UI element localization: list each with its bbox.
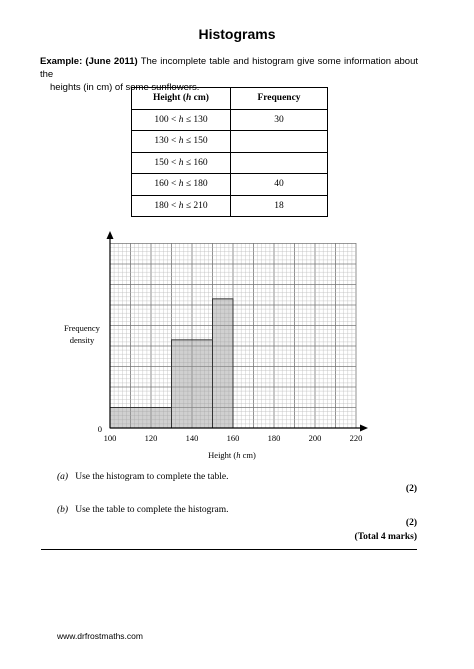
x-tick-label: 100 <box>103 433 117 443</box>
x-tick-label: 220 <box>349 433 363 443</box>
table-cell-range: 150 < h ≤ 160 <box>132 152 231 174</box>
footer-url: www.drfrostmaths.com <box>57 631 143 641</box>
x-tick-label: 200 <box>308 433 322 443</box>
table-cell-frequency: 30 <box>231 109 328 131</box>
x-axis-arrow <box>360 425 368 432</box>
question-a-label: (a) <box>57 472 69 482</box>
divider-line <box>41 549 417 550</box>
table-cell-range: 130 < h ≤ 150 <box>132 131 231 153</box>
table-cell-frequency: 40 <box>231 174 328 196</box>
table-cell-frequency: 18 <box>231 195 328 217</box>
histogram-bar <box>213 299 234 428</box>
question-b-text: Use the table to complete the histogram. <box>75 505 229 515</box>
x-tick-labels <box>104 433 363 443</box>
example-label: Example: (June 2011) <box>40 56 138 67</box>
table-cell-range: 180 < h ≤ 210 <box>132 195 231 217</box>
y-axis-arrow <box>107 231 114 239</box>
x-axis-label: Height (h cm) <box>208 450 256 460</box>
question-b-label: (b) <box>57 505 69 515</box>
question-b-marks: (2) <box>405 518 417 528</box>
y-axis-label-line2: density <box>69 335 95 345</box>
table-header-frequency: Frequency <box>231 88 328 110</box>
y-axis-label-line1: Frequency <box>64 323 100 333</box>
total-marks: (Total 4 marks) <box>354 532 417 542</box>
x-tick-label: 180 <box>267 433 281 443</box>
y-tick-label: 0 <box>97 424 102 434</box>
histogram-bar <box>110 408 172 429</box>
table-cell-range: 100 < h ≤ 130 <box>132 109 231 131</box>
x-tick-label: 160 <box>226 433 240 443</box>
histogram-bar <box>172 340 213 428</box>
x-tick-label: 140 <box>185 433 199 443</box>
question-a-text: Use the histogram to complete the table. <box>75 472 229 482</box>
example-text-line2: heights (in cm) of some sunflowers. <box>50 82 200 93</box>
table-cell-range: 160 < h ≤ 180 <box>132 174 231 196</box>
table-header-height: Height (h cm) <box>132 88 231 110</box>
example-text-line1: The incomplete table and histogram give some information about the <box>40 56 418 80</box>
x-tick-label: 120 <box>144 433 158 443</box>
question-b <box>57 505 228 515</box>
question-a-marks: (2) <box>405 484 417 494</box>
page-title: Histograms <box>198 26 276 42</box>
question-a <box>57 472 228 482</box>
